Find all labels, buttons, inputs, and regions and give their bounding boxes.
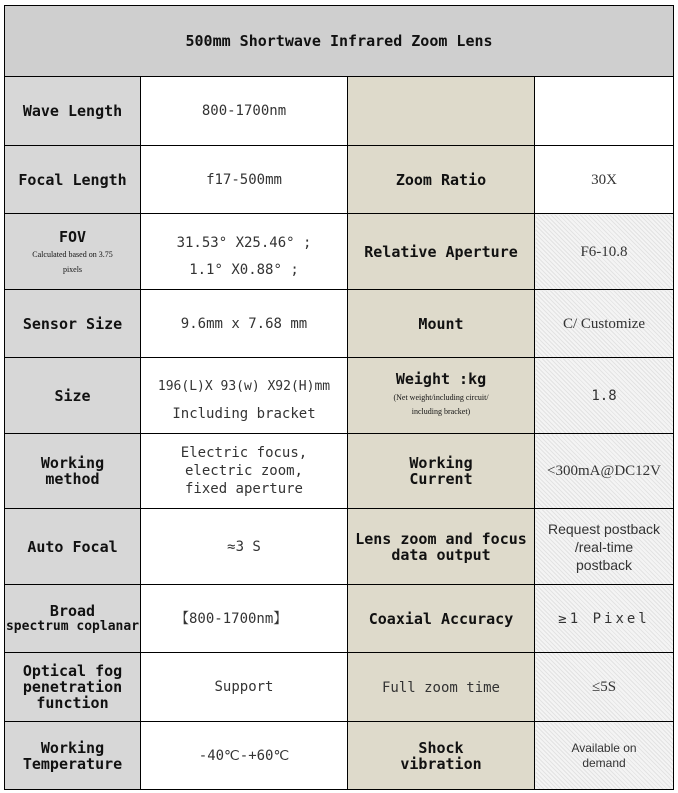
broad-spectrum-value: 【800-1700nm】 — [141, 585, 348, 653]
working-method-value: Electric focus, electric zoom, fixed aperture — [141, 434, 348, 509]
sensor-size-label: Sensor Size — [5, 290, 141, 358]
mount-value: C/ Customize — [535, 290, 674, 358]
mount-label: Mount — [348, 290, 535, 358]
weight-label — [348, 358, 535, 434]
working-temperature-value: -40℃-+60℃ — [141, 722, 348, 790]
relative-aperture-label: Relative Aperture — [348, 214, 535, 290]
auto-focal-value: ≈3 S — [141, 509, 348, 585]
working-current-label: Working Current — [348, 434, 535, 509]
fov-note-line2: pixels — [62, 264, 83, 274]
wave-length-label: Wave Length — [5, 77, 141, 146]
relative-aperture-value: F6-10.8 — [535, 214, 674, 290]
row-focal-length — [5, 146, 674, 214]
optical-fog-value: Support — [141, 653, 348, 722]
working-current-value: <300mA@DC12V — [535, 434, 674, 509]
full-zoom-time-label: Full zoom time — [348, 653, 535, 722]
sensor-size-value: 9.6mm x 7.68 mm — [141, 290, 348, 358]
row-working-temperature — [5, 722, 674, 790]
fov-value-line1: 31.53° X25.46° ; — [176, 234, 312, 251]
zoom-ratio-label: Zoom Ratio — [348, 146, 535, 214]
focal-length-value: f17-500mm — [141, 146, 348, 214]
fov-label-text: FOV — [58, 227, 87, 246]
size-value-line2: Including bracket — [172, 405, 316, 422]
empty-value-cell — [535, 77, 674, 146]
broad-spectrum-label: Broad spectrum coplanar — [5, 585, 141, 653]
row-sensor-size — [5, 290, 674, 358]
wave-length-value: 800-1700nm — [141, 77, 348, 146]
row-size — [5, 358, 674, 434]
fov-value — [141, 214, 348, 290]
auto-focal-label: Auto Focal — [5, 509, 141, 585]
weight-note-line1: (Net weight/including circuit/ — [393, 392, 489, 402]
optical-fog-label: Optical fog penetration function — [5, 653, 141, 722]
working-temperature-label: Working Temperature — [5, 722, 141, 790]
title-row — [5, 6, 674, 77]
row-wave-length — [5, 77, 674, 146]
row-auto-focal — [5, 509, 674, 585]
table-title: 500mm Shortwave Infrared Zoom Lens — [5, 6, 674, 77]
working-method-label: Working method — [5, 434, 141, 509]
row-fov — [5, 214, 674, 290]
row-working-method — [5, 434, 674, 509]
full-zoom-time-value: ≤5S — [535, 653, 674, 722]
weight-value: 1.8 — [535, 358, 674, 434]
spec-table — [4, 5, 674, 790]
coaxial-accuracy-label: Coaxial Accuracy — [348, 585, 535, 653]
zoom-focus-output-value: Request postback /real-time postback — [535, 509, 674, 585]
size-value — [141, 358, 348, 434]
weight-label-text: Weight :kg — [395, 369, 487, 388]
focal-length-label: Focal Length — [5, 146, 141, 214]
row-broad-spectrum — [5, 585, 674, 653]
shock-vibration-value: Available on demand — [535, 722, 674, 790]
fov-note-line1: Calculated based on 3.75 — [32, 249, 113, 259]
size-value-line1: 196(L)X 93(w) X92(H)mm — [157, 378, 331, 394]
row-optical-fog — [5, 653, 674, 722]
zoom-focus-output-label: Lens zoom and focus data output — [348, 509, 535, 585]
shock-vibration-label: Shock vibration — [348, 722, 535, 790]
size-label: Size — [5, 358, 141, 434]
empty-label-cell — [348, 77, 535, 146]
fov-label — [5, 214, 141, 290]
zoom-ratio-value: 30X — [535, 146, 674, 214]
fov-value-line2: 1.1° X0.88° ; — [189, 261, 299, 278]
weight-note-line2: including bracket) — [411, 406, 471, 416]
coaxial-accuracy-value: ≥1 Pixel — [535, 585, 674, 653]
